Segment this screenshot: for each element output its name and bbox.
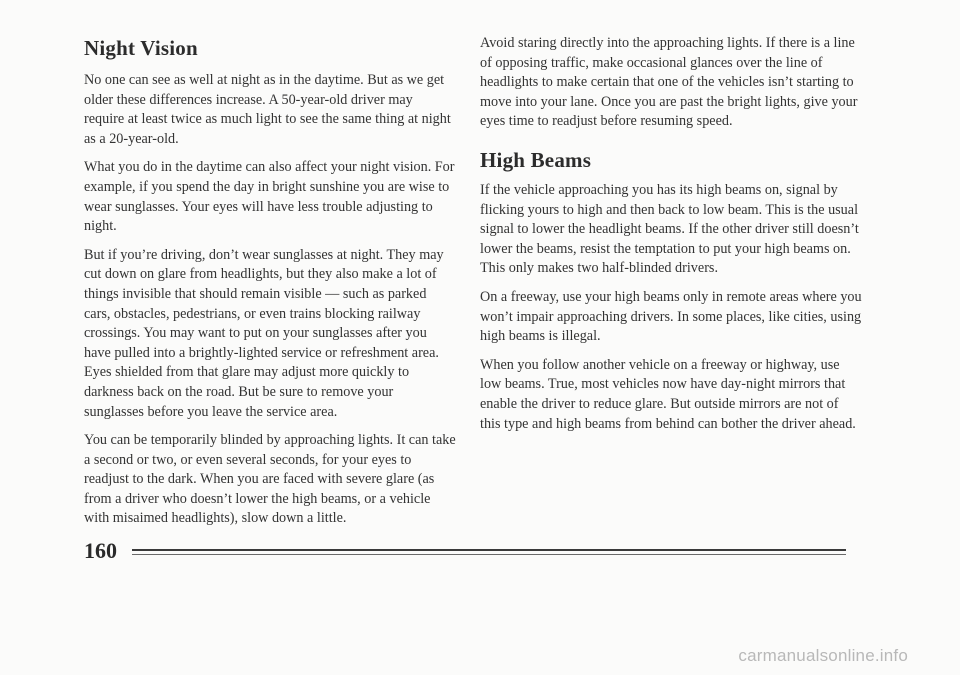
footer-rule bbox=[132, 549, 846, 551]
paragraph: On a freeway, use your high beams only in remote areas where you won’t impair approaching drivers. In some places, like cities, using high beams is illegal. bbox=[480, 288, 862, 345]
right-column bbox=[480, 34, 862, 443]
page-footer bbox=[84, 538, 846, 568]
paragraph: But if you’re driving, don’t wear sunglasses at night. They may cut down on glare from headlights, but they also make a lot of things invisible that should remain visible — such as parked cars, obstacles, pedestrians, or even trains blocking railway crossings. You may want to put on your sunglasses after you have pulled into a brightly-lighted service or refreshment area. Eyes shielded from that glare may adjust more quickly to darkness back on the road. But be sure to remove your sunglasses before you leave the service area. bbox=[84, 246, 444, 420]
paragraph: If the vehicle approaching you has its high beams on, signal by flicking yours to high and then back to low beam. This is the usual signal to lower the headlight beams. If the other driver still doesn’t lower the beams, resist the temptation to put your high beams on. This only makes two half-blinded drivers. bbox=[480, 181, 859, 277]
left-column bbox=[84, 30, 456, 538]
paragraph: No one can see as well at night as in the daytime. But as we get older these differences increase. A 50-year-old driver may require at least twice as much light to see the same thing at night as a 20-year-old. bbox=[84, 72, 451, 147]
paragraph: When you follow another vehicle on a freeway or highway, use low beams. True, most vehicles now have day-night mirrors that enable the driver to reduce glare. But outside mirrors are not of this type and high beams from behind can bother the driver ahead. bbox=[480, 356, 856, 432]
heading-night-vision: Night Vision bbox=[84, 36, 198, 60]
footer-rule-thin bbox=[132, 554, 846, 555]
page-number: 160 bbox=[84, 538, 117, 563]
paragraph: You can be temporarily blinded by approaching lights. It can take a second or two, or even several seconds, for your eyes to readjust to the dark. When you are faced with severe glare (as from a driver who doesn’t lower the high beams, or a vehicle with misaimed headlights), slow down a little. bbox=[84, 432, 456, 527]
heading-high-beams: High Beams bbox=[480, 147, 592, 172]
paragraph: What you do in the daytime can also affect your night vision. For example, if you spend the day in bright sunshine you are wise to wear sunglasses. Your eyes will have less trouble adjusting to night. bbox=[84, 159, 455, 235]
watermark: carmanualsonline.info bbox=[738, 646, 908, 665]
paragraph: Avoid staring directly into the approaching lights. If there is a line of opposing traffic, make occasional glances over the line of headlights to make certain that one of the vehicles isn’t starting to move into your lane. Once you are past the bright lights, give your eyes time to readjust before resuming speed. bbox=[480, 35, 858, 130]
